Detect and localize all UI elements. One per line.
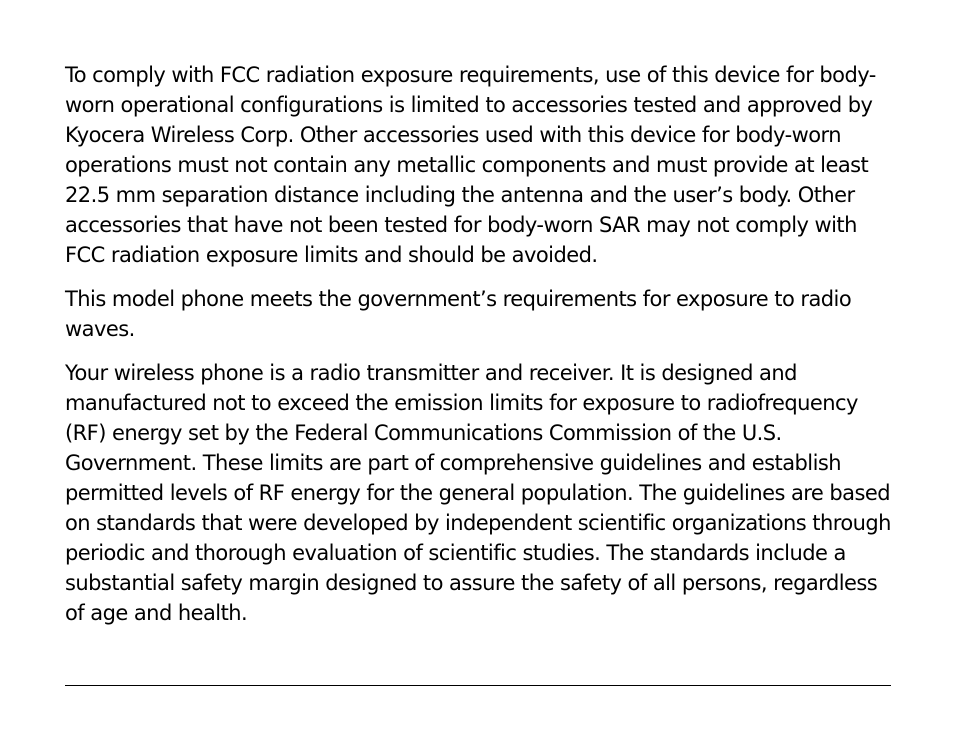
- paragraph-rf-emission-limits: Your wireless phone is a radio transmitter and receiver. It is designed and manufactured not to exceed the emission limits for exposure to radiofrequency (RF) energy set by the Federal Communications Commission of the U.S. Government. These limits are part of comprehensive guidelines and establish permitted levels of RF energy for the general population. The guidelines are based on standards that were developed by independent scientific organizations through periodic and thorough evaluation of scientific studies. The standards include a substantial safety margin designed to assure the safety of all persons, regardless of age and health.: [65, 361, 891, 625]
- document-body: [65, 60, 891, 642]
- paragraph-government-requirements: This model phone meets the government’s requirements for exposure to radio waves.: [65, 287, 852, 341]
- footer-divider: [65, 685, 891, 686]
- paragraph-body-worn-exposure: To comply with FCC radiation exposure requirements, use of this device for body-worn operational configurations is limited to accessories tested and approved by Kyocera Wireless Corp. Other accessories used with this device for body-worn operations must not contain any metallic components and must provide at least 22.5 mm separation distance including the antenna and the user’s body. Other accessories that have not been tested for body-worn SAR may not comply with FCC radiation exposure limits and should be avoided.: [65, 63, 876, 267]
